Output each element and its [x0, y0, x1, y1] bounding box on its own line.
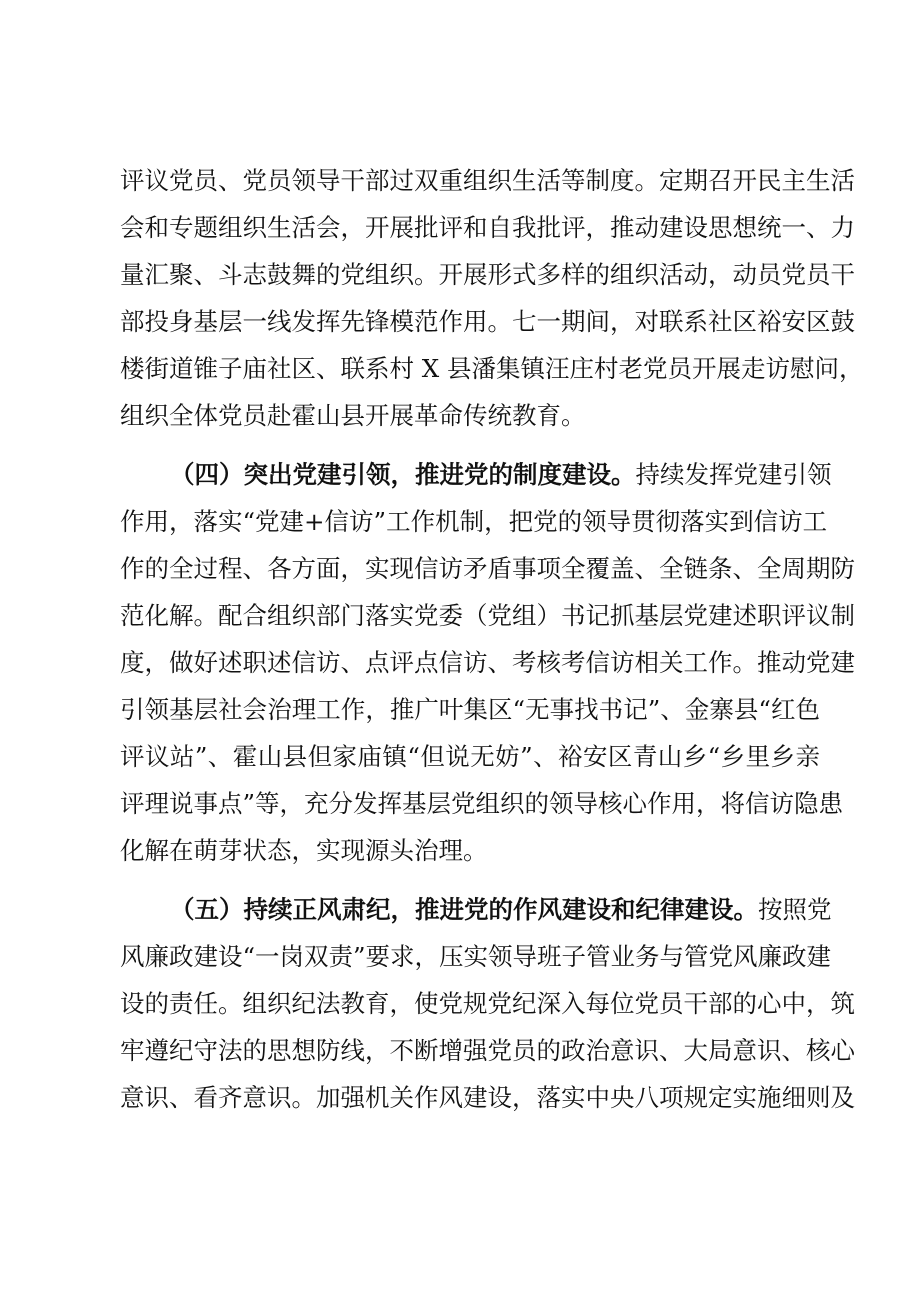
- paragraph-3-line-2: 风廉政建设“一岗双责”要求，压实领导班子管业务与管党风廉政建: [120, 942, 832, 971]
- paragraph-2-line-3: 作的全过程、各方面，实现信访矛盾事项全覆盖、全链条、全周期防: [120, 554, 855, 583]
- paragraph-2-line-1: [170, 455, 832, 495]
- paragraph-3-line-5: 意识、看齐意识。加强机关作风建设，落实中央八项规定实施细则及: [120, 1083, 855, 1112]
- paragraph-1-line-3: 量汇聚、斗志鼓舞的党组织。开展形式多样的组织活动，动员党员干: [120, 260, 855, 289]
- paragraph-1-line-5: 楼街道锥子庙社区、联系村 X 县潘集镇汪庄村老党员开展走访慰问，: [120, 354, 864, 383]
- paragraph-3-line-3: 设的责任。组织纪法教育，使党规党纪深入每位党员干部的心中，筑: [120, 989, 855, 1018]
- paragraph-2-line-8: 评理说事点”等，充分发挥基层党组织的领导核心作用，将信访隐患: [120, 789, 844, 818]
- paragraph-1-line-1: 评议党员、党员领导干部过双重组织生活等制度。定期召开民主生活: [120, 166, 855, 195]
- paragraph-2-line-4: 范化解。配合组织部门落实党委（党组）书记抓基层党建述职评议制: [120, 601, 855, 630]
- paragraph-2-line-5: 度，做好述职述信访、点评点信访、考核考信访相关工作。推动党建: [120, 648, 855, 677]
- paragraph-3-line-4: 牢遵纪守法的思想防线，不断增强党员的政治意识、大局意识、核心: [120, 1036, 855, 1065]
- paragraph-2-line-7: 评议站”、霍山县但家庙镇“但说无妨”、裕安区青山乡“乡里乡亲: [120, 742, 820, 771]
- paragraph-2-line-9: 化解在萌芽状态，实现源头治理。: [120, 836, 488, 865]
- paragraph-2-line-6: 引领基层社会治理工作，推广叶集区“无事找书记”、金寨县“红色: [120, 695, 820, 724]
- paragraph-1-line-4: 部投身基层一线发挥先锋模范作用。七一期间，对联系社区裕安区鼓: [120, 307, 855, 336]
- paragraph-2-heading: （四）突出党建引领，推进党的制度建设。: [170, 460, 636, 489]
- paragraph-3-line-1: [170, 890, 832, 930]
- paragraph-2-first-line-rest: 持续发挥党建引领: [635, 460, 832, 489]
- paragraph-3-heading: （五）持续正风肃纪，推进党的作风建设和纪律建设。: [170, 895, 758, 924]
- paragraph-1-line-6: 组织全体党员赴霍山县开展革命传统教育。: [120, 401, 586, 430]
- paragraph-3-first-line-rest: 按照党: [758, 895, 832, 924]
- paragraph-2-line-2: 作用，落实“党建+信访”工作机制，把党的领导贯彻落实到信访工: [120, 507, 828, 536]
- paragraph-1-line-2: 会和专题组织生活会，开展批评和自我批评，推动建设思想统一、力: [120, 213, 855, 242]
